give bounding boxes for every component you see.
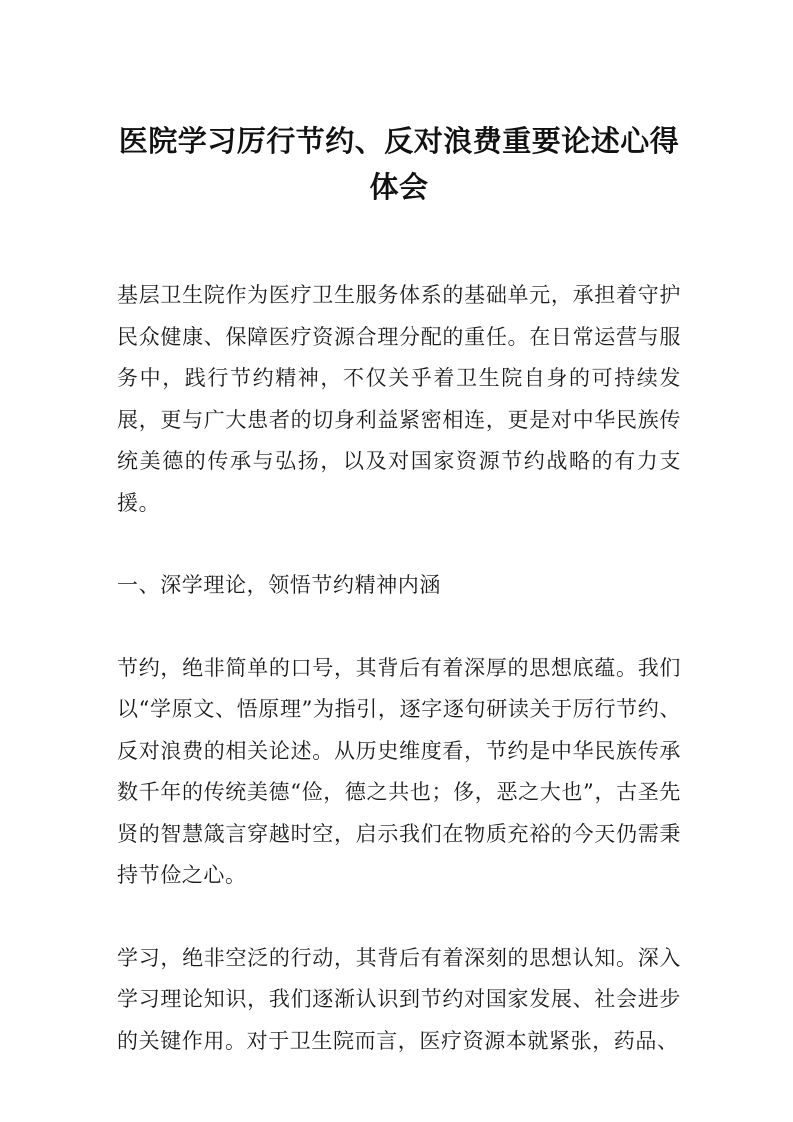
- section-heading-one: 一、深学理论，领悟节约精神内涵: [117, 573, 441, 597]
- page-title: 医院学习厉行节约、反对浪费重要论述心得体会: [118, 124, 680, 204]
- paragraph-section-one-body-1: 节约，绝非简单的口号，其背后有着深厚的思想底蕴。我们以“学原文、悟原理”为指引，逐字逐句研读关于厉行节约、反对浪费的相关论述。从历史维度看，节约是中华民族传承数千年的传统美德“俭，德之共也；侈，恶之大也”，古圣先贤的智慧箴言穿越时空，启示我们在物质充裕的今天仍需秉持节俭之心。: [117, 655, 681, 887]
- document-text-column: [117, 0, 681, 1062]
- paragraph-section-one-body-2: 学习，绝非空泛的行动，其背后有着深刻的思想认知。深入学习理论知识，我们逐渐认识到节约对国家发展、社会进步的关键作用。对于卫生院而言，医疗资源本就紧张，药品、: [117, 945, 681, 1053]
- paragraph-intro: 基层卫生院作为医疗卫生服务体系的基础单元，承担着守护民众健康、保障医疗资源合理分配的重任。在日常运营与服务中，践行节约精神，不仅关乎着卫生院自身的可持续发展，更与广大患者的切身利益紧密相连，更是对中华民族传统美德的传承与弘扬，以及对国家资源节约战略的有力支援。: [117, 283, 681, 515]
